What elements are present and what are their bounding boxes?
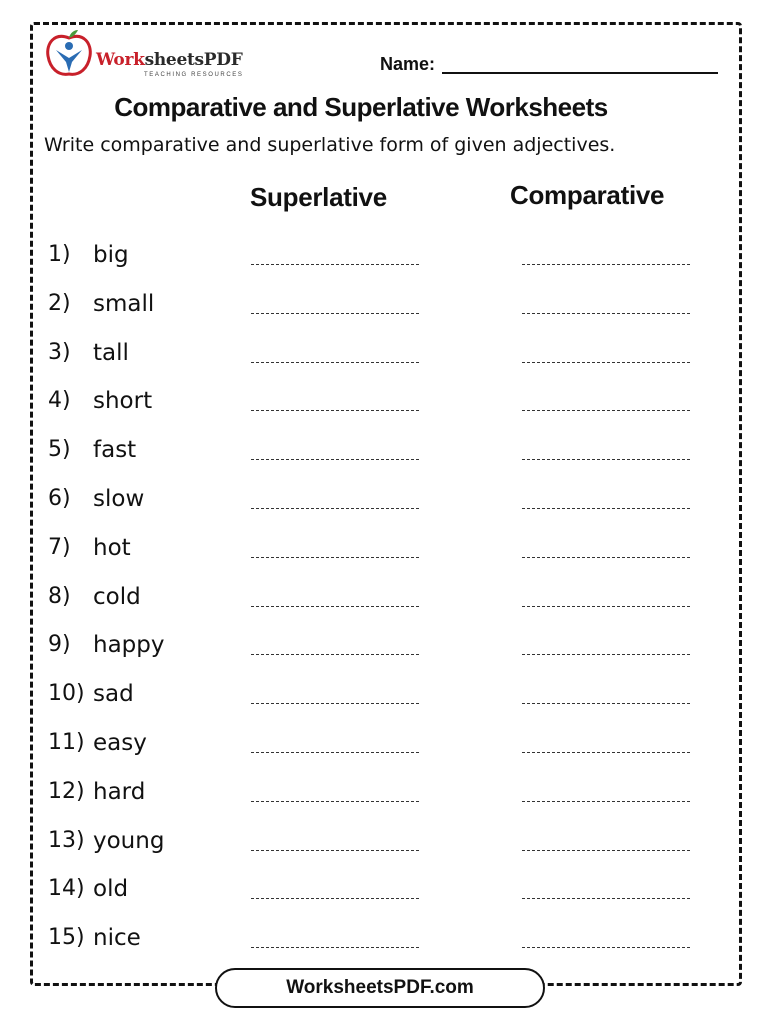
superlative-blank[interactable] bbox=[251, 313, 419, 314]
worksheet-title: Comparative and Superlative Worksheets bbox=[114, 92, 608, 122]
item-number: 6) bbox=[48, 486, 71, 511]
comparative-blank[interactable] bbox=[522, 264, 690, 265]
column-heading-first: Superlative bbox=[250, 182, 387, 212]
footer-site-badge: WorksheetsPDF.com bbox=[215, 968, 545, 1008]
item-number: 7) bbox=[48, 534, 71, 560]
superlative-blank[interactable] bbox=[251, 606, 419, 607]
item-number: 11) bbox=[48, 730, 85, 755]
comparative-blank[interactable] bbox=[522, 508, 690, 509]
item-number: 9) bbox=[48, 632, 71, 658]
comparative-blank[interactable] bbox=[522, 850, 690, 851]
item-adjective: hard bbox=[93, 778, 146, 805]
item-adjective: happy bbox=[93, 632, 165, 659]
item-adjective: short bbox=[93, 388, 153, 415]
item-adjective: tall bbox=[93, 339, 129, 366]
item-number: 15) bbox=[48, 925, 85, 951]
item-adjective: cold bbox=[93, 583, 141, 610]
comparative-blank[interactable] bbox=[522, 606, 690, 607]
name-line bbox=[442, 72, 718, 74]
list-item bbox=[0, 242, 768, 282]
superlative-blank[interactable] bbox=[251, 557, 419, 558]
item-adjective: hot bbox=[93, 534, 131, 561]
list-item bbox=[0, 584, 768, 624]
superlative-blank[interactable] bbox=[251, 947, 419, 948]
brand-logo bbox=[44, 28, 264, 88]
superlative-blank[interactable] bbox=[251, 459, 419, 460]
list-item bbox=[0, 632, 768, 672]
superlative-blank[interactable] bbox=[251, 410, 419, 411]
comparative-blank[interactable] bbox=[522, 459, 690, 460]
item-number: 8) bbox=[48, 583, 71, 609]
superlative-blank[interactable] bbox=[251, 362, 419, 363]
list-item bbox=[0, 437, 768, 477]
superlative-blank[interactable] bbox=[251, 264, 419, 265]
comparative-blank[interactable] bbox=[522, 410, 690, 411]
item-number: 14) bbox=[48, 876, 85, 902]
item-number: 10) bbox=[48, 681, 85, 707]
brand-tagline: TEACHING RESOURCES bbox=[144, 72, 244, 78]
item-adjective: easy bbox=[93, 730, 147, 756]
brand-name: WorksheetsPDF bbox=[96, 50, 243, 70]
superlative-blank[interactable] bbox=[251, 508, 419, 509]
item-adjective: fast bbox=[93, 437, 137, 464]
item-number: 12) bbox=[48, 778, 85, 804]
list-item bbox=[0, 876, 768, 916]
list-item bbox=[0, 828, 768, 868]
list-item bbox=[0, 730, 768, 770]
item-adjective: slow bbox=[93, 486, 145, 512]
name-field bbox=[380, 54, 720, 78]
comparative-blank[interactable] bbox=[522, 313, 690, 314]
list-item bbox=[0, 779, 768, 819]
comparative-blank[interactable] bbox=[522, 703, 690, 704]
comparative-blank[interactable] bbox=[522, 947, 690, 948]
apple-person-icon bbox=[44, 28, 94, 80]
superlative-blank[interactable] bbox=[251, 752, 419, 753]
item-number: 2) bbox=[48, 290, 71, 316]
superlative-blank[interactable] bbox=[251, 801, 419, 802]
item-number: 5) bbox=[48, 437, 71, 463]
comparative-blank[interactable] bbox=[522, 752, 690, 753]
list-item bbox=[0, 486, 768, 526]
item-adjective: young bbox=[93, 827, 165, 854]
name-label: Name: bbox=[380, 54, 436, 74]
comparative-blank[interactable] bbox=[522, 898, 690, 899]
list-item bbox=[0, 340, 768, 380]
column-heading-second: Comparative bbox=[510, 180, 665, 210]
item-number: 1) bbox=[48, 242, 71, 267]
comparative-blank[interactable] bbox=[522, 801, 690, 802]
item-adjective: old bbox=[93, 876, 129, 903]
superlative-blank[interactable] bbox=[251, 898, 419, 899]
item-adjective: big bbox=[93, 242, 129, 268]
comparative-blank[interactable] bbox=[522, 557, 690, 558]
list-item bbox=[0, 535, 768, 575]
comparative-blank[interactable] bbox=[522, 654, 690, 655]
item-adjective: nice bbox=[93, 925, 141, 952]
item-adjective: small bbox=[93, 290, 155, 317]
list-item bbox=[0, 388, 768, 428]
list-item bbox=[0, 925, 768, 965]
instructions: Write comparative and superlative form of given adjectives. bbox=[44, 134, 616, 156]
item-number: 4) bbox=[48, 388, 71, 414]
comparative-blank[interactable] bbox=[522, 362, 690, 363]
item-adjective: sad bbox=[93, 681, 134, 708]
superlative-blank[interactable] bbox=[251, 703, 419, 704]
item-number: 3) bbox=[48, 339, 71, 365]
list-item bbox=[0, 681, 768, 721]
superlative-blank[interactable] bbox=[251, 654, 419, 655]
list-item bbox=[0, 291, 768, 331]
item-number: 13) bbox=[48, 827, 85, 853]
superlative-blank[interactable] bbox=[251, 850, 419, 851]
